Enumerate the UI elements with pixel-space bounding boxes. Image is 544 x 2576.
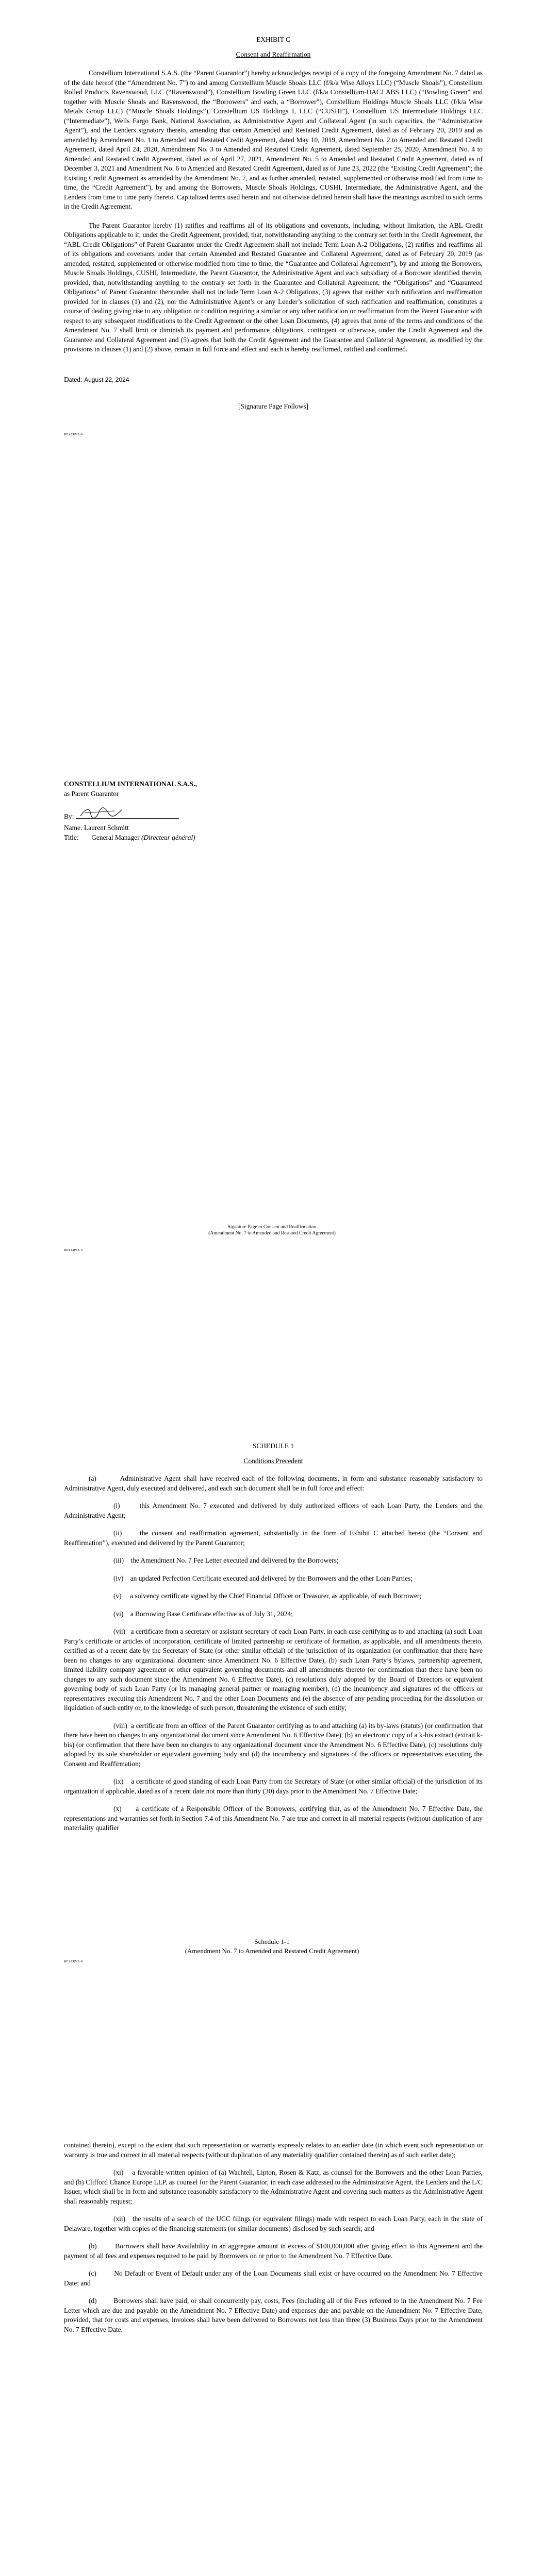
condition-a-ii: (ii) the consent and reaffirmation agreement, substantially in the form of Exhibit C attached hereto (the “Consent and Reaffirmation”), executed and delivered by the Parent Guarantor; bbox=[64, 1529, 483, 1547]
condition-a-vii: (vii) a certificate from a secretary or assistant secretary of each Loan Party, in each case certifying as to and attaching (a) such Loan Party’s certificate or articles of incorporation, certificate of limited partnership or certificate of formation, as applicable, and all amendments thereto, certified as of a recent date by the Secretary of State (or other similar official) of the jurisdiction of its organization (or confirmation that there have been no changes to any organizational document since Amendment No. 6 Effective Date), (b) such Loan Party’s bylaws, partnership agreement, limited liability company agreement or other equivalent governing documents and all amendments thereto (or confirmation that there have been no changes to any such document since the Amendment No. 6 Effective Date), (c) resolutions duly adopted by the Board of Directors or equivalent governing body of such Loan Party (or its managing general partner or managing member), (d) the incumbency and signatures of the officers or representatives executing this Amendment No. 7 and the other Loan Documents and (e) the absence of any pending proceeding for the dissolution or liquidation of such entity or, to the knowledge of such person, threatening the existence of such entity; bbox=[64, 1628, 483, 1711]
condition-a-iii: (iii) the Amendment No. 7 Fee Letter executed and delivered by the Borrowers; bbox=[113, 1556, 339, 1564]
page-exhibit-c bbox=[0, 0, 544, 703]
signatory-company: CONSTELLIUM INTERNATIONAL S.A.S., bbox=[64, 780, 197, 788]
page-schedule-1-continued bbox=[0, 2110, 544, 2576]
title-value: General Manager bbox=[91, 833, 140, 841]
document-id: RESERVE-9 bbox=[64, 1248, 83, 1252]
handwritten-signature bbox=[78, 806, 125, 821]
title-label: Title: bbox=[64, 833, 79, 841]
schedule-subtitle: Conditions Precedent bbox=[243, 1456, 303, 1465]
dated-value: August 22, 2024 bbox=[84, 376, 129, 383]
condition-d: (d) Borrowers shall have paid, or shall concurrently pay, costs, Fees (including all of the Fees referred to in the Amendment No. 7 Fee Letter which are due and payable on the Amendment No. 7 Effective Date) and expenses due and payable on the Amendment No. 7 Effective Date, provided, that for costs and expenses, invoices shall have been delivered to Borrowers not less than three (3) Business Days prior to the Amendment No. 7 Effective Date. bbox=[64, 2297, 483, 2333]
exhibit-paragraph-1: Constellium International S.A.S. (the “Parent Guarantor”) hereby acknowledges receipt of a copy of the foregoing Amendment No. 7 dated as of the date hereof (the “Amendment No. 7”) to and among Constellium Muscle Shoals LLC (f/k/a Wise Alloys LLC) (“Muscle Shoals”), Constellium Rolled Products Ravenswood, LLC (“Ravenswood”), Constellium Bowling Green LLC (f/k/a Constellium-UACJ ABS LLC) (“Bowling Green” and together with Muscle Shoals and Ravenswood, the “Borrowers” and each, a “Borrower”), Constellium Holdings Muscle Shoals LLC (f/k/a Wise Metals Group LLC) (“Muscle Shoals Holdings”), Constellium US Holdings I, LLC (“CUSHI”), Constellium US Intermediate Holdings LLC (“Intermediate”), Wells Fargo Bank, National Association, as Administrative Agent and Collateral Agent (in such capacities, the “Administrative Agent”), and the Lenders signatory thereto, amending that certain Amended and Restated Credit Agreement, dated as of February 20, 2019 and as amended by Amendment No. 1 to Amended and Restated Credit Agreement, dated May 10, 2019, Amendment No. 2 to Amended and Restated Credit Agreement, dated April 24, 2020, Amendment No. 3 to Amended and Restated Credit Agreement, dated September 25, 2020, Amendment No. 4 to Amended and Restated Credit Agreement, dated as of April 27, 2021, Amendment No. 5 to Amended and Restated Credit Agreement, dated as of December 3, 2021 and Amendment No. 6 to Amended and Restated Credit Agreement, dated as of June 23, 2022 (the “Existing Credit Agreement”; the Existing Credit Agreement as amended by the Amendment No. 7, and as further amended, restated, supplemented or otherwise modified from time to time, the “Credit Agreement”), by and among the Borrowers, Muscle Shoals Holdings, CUSHI, Intermediate, the Administrative Agent, and the Lenders from time to time party thereto. Capitalized terms used herein and not otherwise defined herein shall have the meanings ascribed to such terms in the Credit Agreement. bbox=[64, 69, 483, 210]
condition-a-x-continued: contained therein), except to the extent that such representation or warranty expressly relates to an earlier date (in which event such representation or warranty is true and correct in all material respects (without duplication of any materiality qualifier contained therein) as of such earlier date); bbox=[64, 2141, 483, 2159]
document-id: RESERVE-9 bbox=[64, 1960, 83, 1963]
condition-b: (b) Borrowers shall have Availability in an aggregate amount in excess of $100,000,000 after giving effect to this Agreement and the payment of all fees and expenses required to be paid by Borrowers on or prior to the Amendment No. 7 Effective Date. bbox=[64, 2242, 483, 2260]
condition-a-vi: (vi) a Borrowing Base Certificate effective as of July 31, 2024; bbox=[113, 1609, 293, 1618]
condition-a: (a) Administrative Agent shall have received each of the following documents, in form and substance reasonably satisfactory to Administrative Agent, duly executed and delivered, and each such document shall be in full force and effect: bbox=[64, 1475, 483, 1492]
condition-a-viii: (viii) a certificate from an officer of the Parent Guarantor certifying as to and attaching (a) its by-laws (statuts) (or confirmation that there have been no changes to any organizational document since Amendment No. 6 Effective Date), (b) an electronic copy of a k-bis extract (extrait k-bis) (or confirmation that there have been no changes to any organizational document since the Amendment No. 6 Effective Date), (c) resolutions duly adopted by its sole shareholder or equivalent governing body and (d) the incumbency and signatures of the officers or representatives executing the Consent and Reaffirmation; bbox=[64, 1721, 483, 1768]
condition-a-i: (i) this Amendment No. 7 executed and delivered by duly authorized officers of each Loan Party, the Lenders and the Administrative Agent; bbox=[64, 1502, 483, 1519]
document-id: RESERVE-9 bbox=[64, 433, 83, 436]
signature-footer-line-2: (Amendment No. 7 to Amended and Restated Credit Agreement) bbox=[208, 1231, 336, 1236]
condition-c: (c) No Default or Event of Default under any of the Loan Documents shall exist or have occurred on the Amendment No. 7 Effective Date; and bbox=[64, 2269, 483, 2287]
signature-footer-line-1: Signature Page to Consent and Reaffirmation bbox=[227, 1225, 317, 1230]
condition-a-ix: (ix) a certificate of good standing of each Loan Party from the Secretary of State (or other similar official) of the jurisdiction of its organization if applicable, dated as of a recent date not more than thirty (30) days prior to the Amendment No. 7 Effective Date; bbox=[64, 1777, 483, 1795]
by-label: By: bbox=[64, 812, 74, 820]
page-schedule-1 bbox=[0, 1406, 544, 2110]
exhibit-subtitle: Consent and Reaffirmation bbox=[236, 50, 311, 58]
signature-page-footer bbox=[0, 1224, 544, 1237]
title-note: (Directeur général) bbox=[141, 833, 195, 841]
schedule-1-1-footer bbox=[0, 1937, 544, 1956]
condition-a-x: (x) a certificate of a Responsible Officer of the Borrowers, certifying that, as of the Amendment No. 7 Effective Date, the representations and warranties set forth in Section 7.4 of this Amendment No. 7 are true and correct in all material respects (without duplication of any materiality qualifier bbox=[64, 1805, 483, 1832]
schedule-1-1-footer-line-1: Schedule 1-1 bbox=[254, 1938, 290, 1945]
exhibit-paragraph-2: The Parent Guarantor hereby (1) ratifies and reaffirms all of its obligations and covenants, including, without limitation, the ABL Credit Obligations applicable to it, under the Credit Agreement, provided, that, notwithstanding anything to the contrary set forth in the Credit Agreement, the “ABL Credit Obligations” of Parent Guarantor under the Credit Agreement shall not include Term Loan A-2 Obligations, (2) ratifies and reaffirms all of its obligations and covenants under that certain Amended and Restated Guarantee and Collateral Agreement, dated as of February 20, 2019 (as amended, restated, supplemented or otherwise modified from time to time, the “Guarantee and Collateral Agreement”), by and among the Borrowers, Muscle Shoals Holdings, CUSHI, Intermediate, the Parent Guarantor, the Administrative Agent and each subsidiary of a Borrower identified therein, provided, that, notwithstanding anything to the contrary set forth in the Guarantee and Collateral Agreement, the “Obligations” and “Guaranteed Obligations” of Parent Guarantor thereunder shall not include Term Loan A-2 Obligations, (3) agrees that neither such ratification and reaffirmation provided for in clauses (1) and (2), nor the Administrative Agent’s or any Lender’s solicitation of such ratification and reaffirmation, constitutes a course of dealing giving rise to any obligation or condition requiring a similar or any other ratification or reaffirmation from the Parent Guarantor with respect to any subsequent modifications to the Credit Agreement or the other Loan Documents, (4) agrees that none of the terms and conditions of the Amendment No. 7 shall limit or diminish its payment and performance obligations, contingent or otherwise, under the Credit Agreement and the Guarantee and Collateral Agreement and (5) agrees that both the Credit Agreement and the Guarantee and Collateral Agreement, as modified by the provisions in clauses (1) and (2) above, remain in full force and effect and each is hereby reaffirmed, ratified and confirmed. bbox=[64, 221, 483, 353]
signatory-title bbox=[64, 833, 483, 843]
signatory-name: Name: Laurent Schmitt bbox=[64, 824, 129, 832]
condition-a-xi: (xi) a favorable written opinion of (a) Wachtell, Lipton, Rosen & Katz, as counsel for the Borrowers and the other Loan Parties, and (b) Clifford Chance Europe LLP, as counsel for the Parent Guarantor, in each case addressed to the Administrative Agent, the Lenders and the L/C Issuer, which shall be in form and substance reasonably satisfactory to the Administrative Agent and covering such matters as the Administrative Agent shall reasonably request; bbox=[64, 2168, 483, 2205]
condition-a-xii: (xii) the results of a search of the UCC filings (or equivalent filings) made with respect to each Loan Party, each in the state of Delaware, together with copies of the financing statements (or similar documents) disclosed by such search; and bbox=[64, 2215, 483, 2232]
dated-line bbox=[64, 375, 483, 385]
signature-page-follows: [Signature Page Follows] bbox=[238, 402, 309, 410]
page-signature bbox=[0, 703, 544, 1406]
schedule-1-1-footer-line-2: (Amendment No. 7 to Amended and Restated Credit Agreement) bbox=[185, 1946, 359, 1955]
exhibit-title: EXHIBIT C bbox=[256, 36, 290, 43]
condition-a-iv: (iv) an updated Perfection Certificate executed and delivered by the Borrowers and the other Loan Parties; bbox=[113, 1574, 413, 1582]
signatory-role: as Parent Guarantor bbox=[64, 789, 119, 798]
dated-label: Dated: bbox=[64, 375, 83, 383]
signature-block bbox=[64, 812, 483, 823]
condition-a-v: (v) a solvency certificate signed by the Chief Financial Officer or Treasurer, as applicable, of each Borrower; bbox=[113, 1592, 422, 1600]
schedule-title: SCHEDULE 1 bbox=[253, 1442, 294, 1450]
